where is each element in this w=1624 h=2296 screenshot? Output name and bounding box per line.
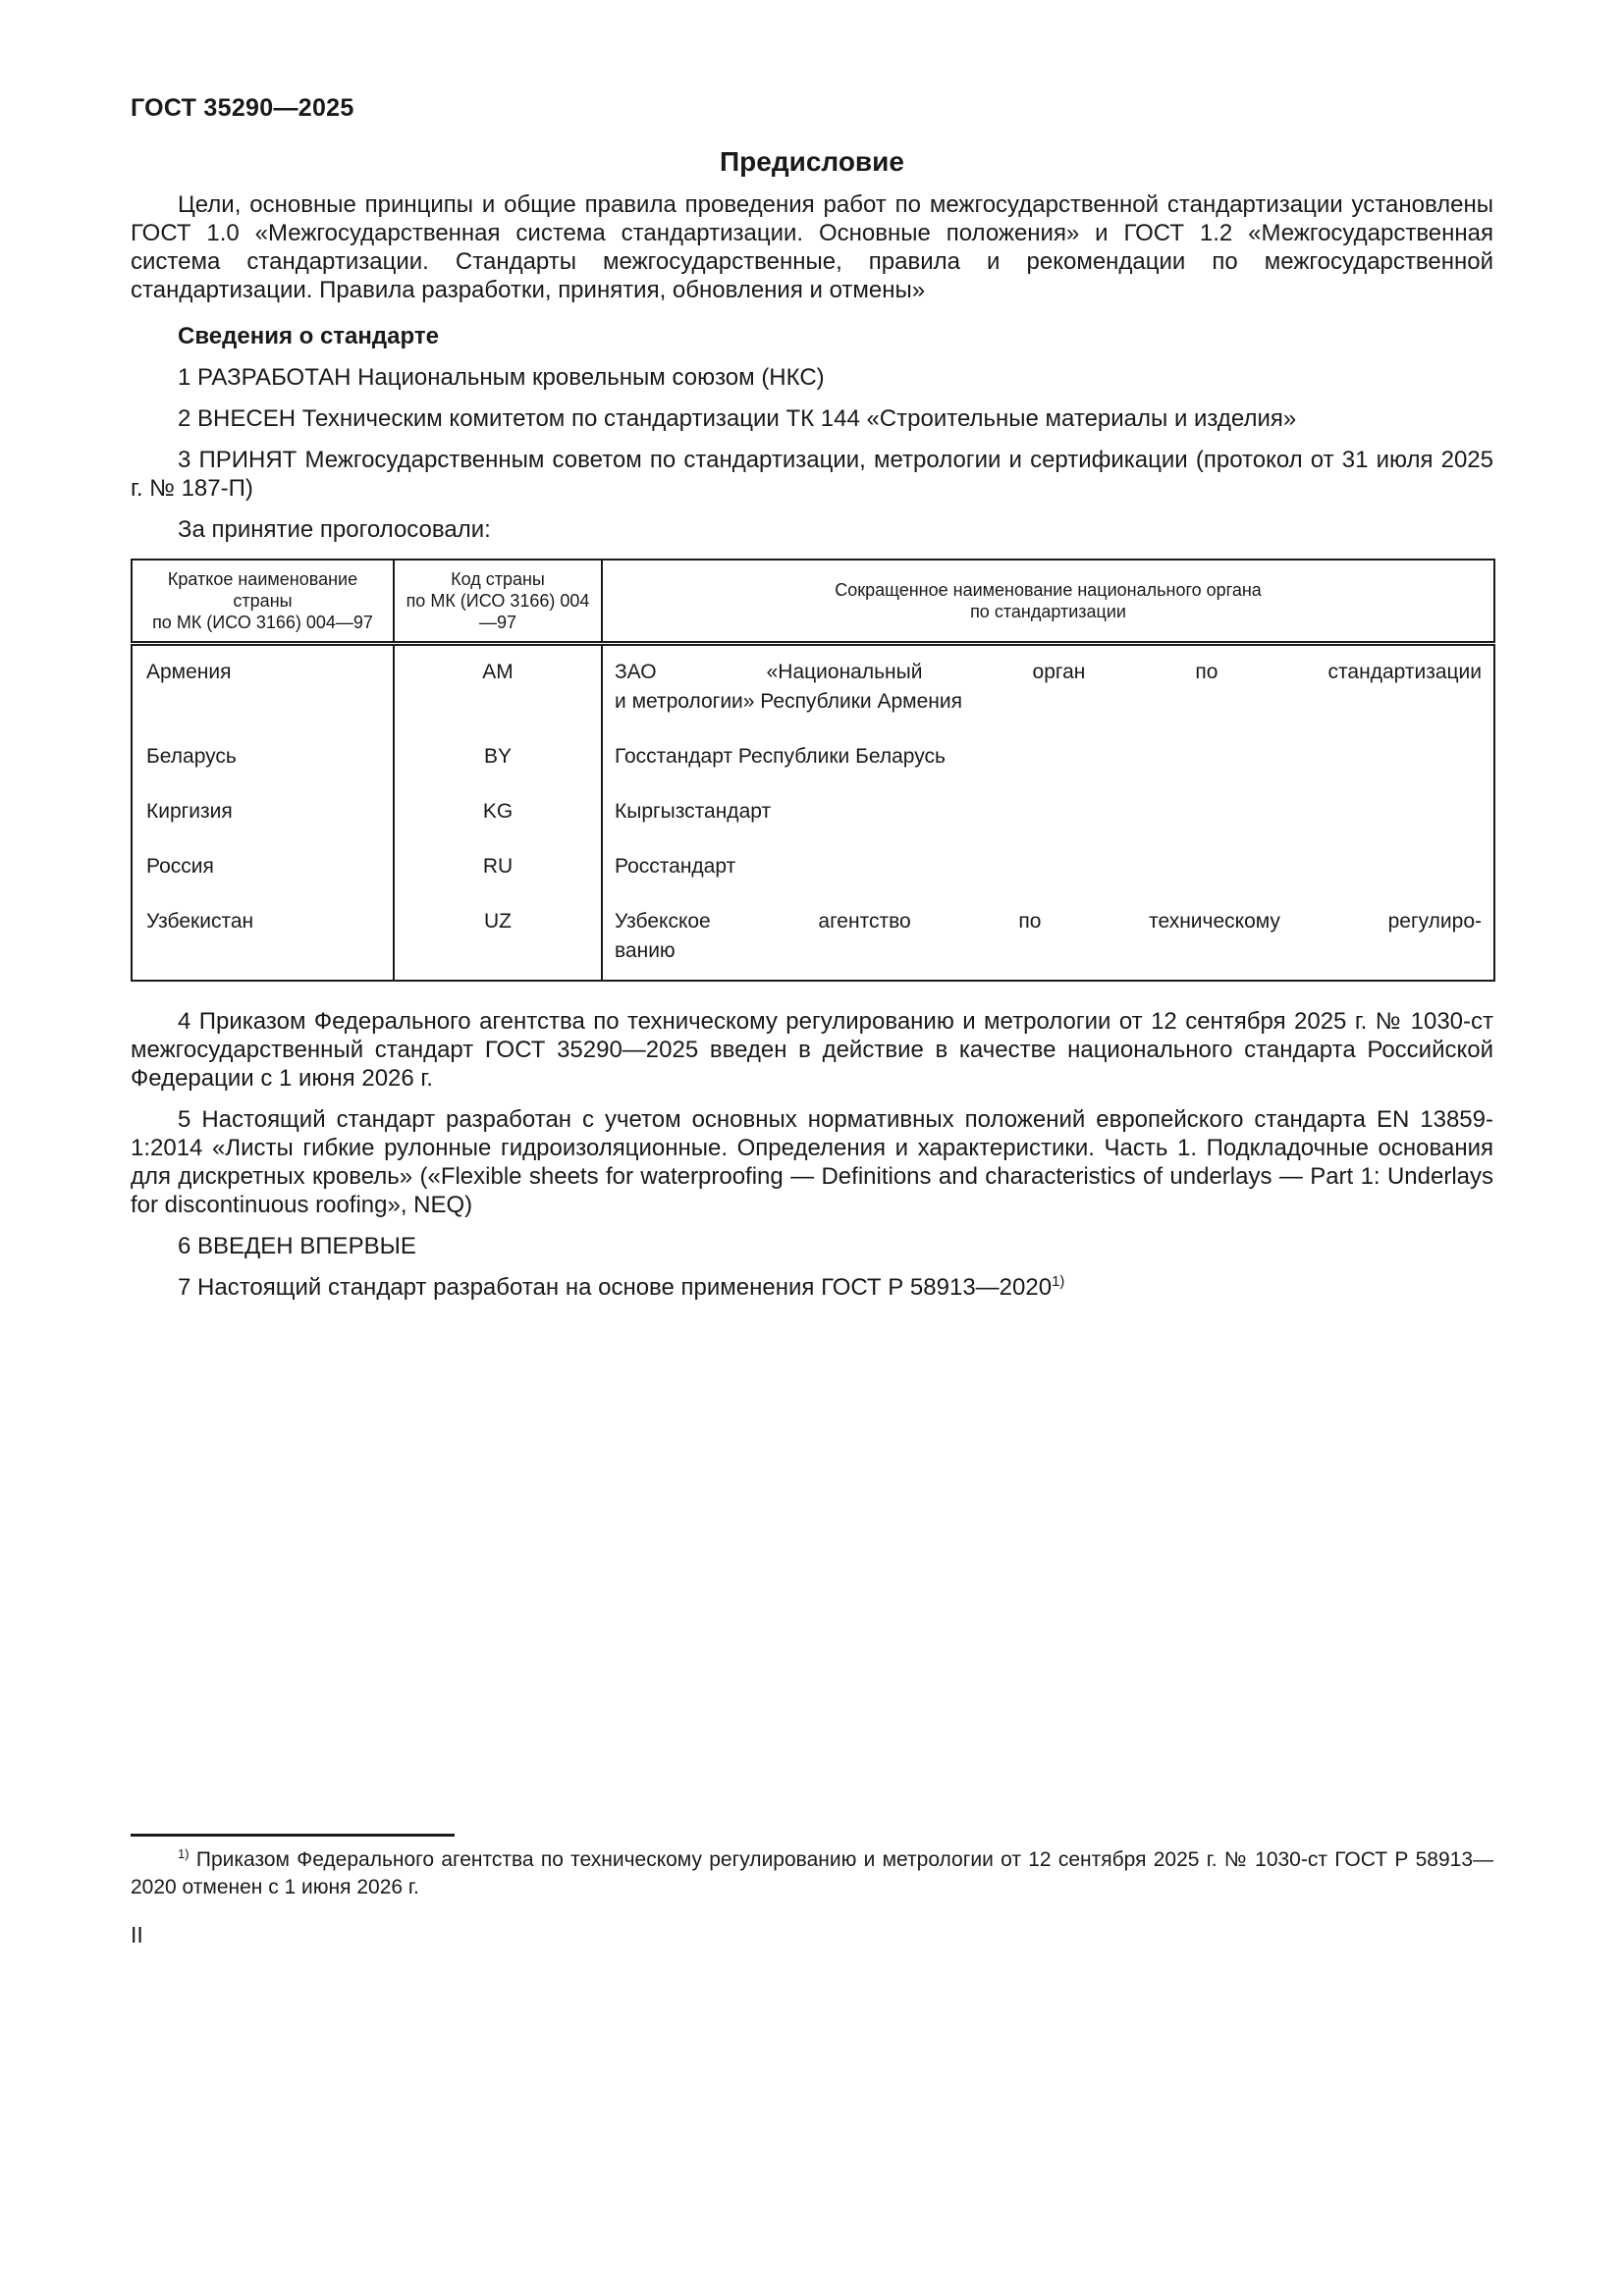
org-cell: [602, 730, 1494, 785]
header-code-line1: Код страны: [451, 569, 545, 589]
footnote-body: Приказом Федерального агентства по техническому регулированию и метрологии от 12 сентября 2025 г. № 1030-ст ГОСТ Р 58913—2020 отменен с 1 июня 2026 г.: [131, 1848, 1493, 1898]
voting-table: [131, 559, 1495, 982]
code-cell: UZ: [394, 895, 602, 981]
org-line: Кыргызстандарт: [615, 800, 772, 823]
item-1-developed: 1 РАЗРАБОТАН Национальным кровельным союзом (НКС): [178, 364, 825, 391]
org-cell: [602, 644, 1494, 731]
header-code: [394, 560, 602, 644]
header-org-line2: по стандартизации: [970, 602, 1126, 621]
voting-table-header: [132, 560, 1494, 644]
item-2-submitted: 2 ВНЕСЕН Техническим комитетом по стандартизации ТК 144 «Строительные материалы и изделия»: [178, 405, 1297, 432]
footnote-text: [131, 1846, 1493, 1901]
item-7-text: 7 Настоящий стандарт разработан на основе применения ГОСТ Р 58913—2020: [178, 1274, 1053, 1301]
table-row-uzbekistan: [132, 895, 1494, 981]
table-row-russia: [132, 840, 1494, 895]
header-org: [602, 560, 1494, 644]
footnote-area: [131, 1834, 1493, 1949]
intro-paragraph: Цели, основные принципы и общие правила проведения работ по межгосударственной стандартизации установлены ГОСТ 1.0 «Межгосударственная система стандартизации. Основные положения» и ГОСТ 1.2 «Межгосударственная система стандартизации. Стандарты межгосударственные, правила и рекомендации по межгосударственной стандартизации. Правила разработки, принятия, обновления и отмены»: [131, 191, 1493, 303]
code-cell: RU: [394, 840, 602, 895]
item-3-adopted: 3 ПРИНЯТ Межгосударственным советом по стандартизации, метрологии и сертификации (протокол от 31 июля 2025 г. № 187-П): [131, 447, 1493, 502]
header-code-line2: по МК (ИСО 3166) 004—97: [406, 591, 590, 632]
document-code: ГОСТ 35290—2025: [131, 94, 354, 122]
org-line: Узбекское агентство по техническому регулиро-: [615, 910, 1482, 933]
org-cell: [602, 785, 1494, 840]
header-country-line2: по МК (ИСО 3166) 004—97: [152, 613, 373, 632]
code-cell: AM: [394, 644, 602, 731]
code-cell: BY: [394, 730, 602, 785]
country-cell: Узбекистан: [146, 910, 254, 933]
footnote-marker: 1): [178, 1846, 189, 1861]
info-heading: Сведения о стандарте: [178, 323, 439, 349]
org-line: ванию: [615, 939, 676, 962]
country-cell: Киргизия: [146, 800, 233, 823]
voting-table-body: [132, 644, 1494, 982]
header-org-line1: Сокращенное наименование национального органа: [835, 580, 1262, 600]
page-number: II: [131, 1922, 143, 1948]
org-line: ЗАО «Национальный орган по стандартизации: [615, 661, 1482, 683]
item-5-en-basis: 5 Настоящий стандарт разработан с учетом основных нормативных положений европейского стандарта EN 13859-1:2014 «Листы гибкие рулонные гидроизоляционные. Определения и характеристики. Часть 1. Подкладочные основания для дискретных кровель» («Flexible sheets for waterproofing — Definitions and characteristics of underlays — Part 1: Underlays for discontinuous roofing», NEQ): [131, 1106, 1493, 1218]
country-cell: Армения: [146, 661, 232, 683]
org-line: Росстандарт: [615, 855, 736, 878]
table-row-armenia: [132, 644, 1494, 731]
table-row-kyrgyzstan: [132, 785, 1494, 840]
org-cell: [602, 895, 1494, 981]
footnote-reference: 1): [1052, 1274, 1065, 1290]
page-title: Предисловие: [720, 146, 904, 177]
country-cell: Россия: [146, 855, 214, 878]
vote-intro: За принятие проголосовали:: [178, 516, 491, 543]
header-country: [132, 560, 394, 644]
code-cell: KG: [394, 785, 602, 840]
table-header-row: [132, 560, 1494, 644]
item-6-first-time: 6 ВВЕДЕН ВПЕРВЫЕ: [178, 1233, 416, 1259]
org-line: и метрологии» Республики Армения: [615, 690, 962, 713]
item-7-gost-r-basis: [131, 1273, 1493, 1302]
org-line: Госстандарт Республики Беларусь: [615, 745, 946, 768]
country-cell: Беларусь: [146, 745, 237, 768]
org-cell: [602, 840, 1494, 895]
item-4-order: 4 Приказом Федерального агентства по техническому регулированию и метрологии от 12 сентября 2025 г. № 1030-ст межгосударственный стандарт ГОСТ 35290—2025 введен в действие в качестве национального стандарта Российской Федерации с 1 июня 2026 г.: [131, 1008, 1493, 1092]
footnote-divider: [131, 1834, 455, 1837]
header-country-line1: Краткое наименование страны: [167, 569, 358, 611]
table-row-belarus: [132, 730, 1494, 785]
